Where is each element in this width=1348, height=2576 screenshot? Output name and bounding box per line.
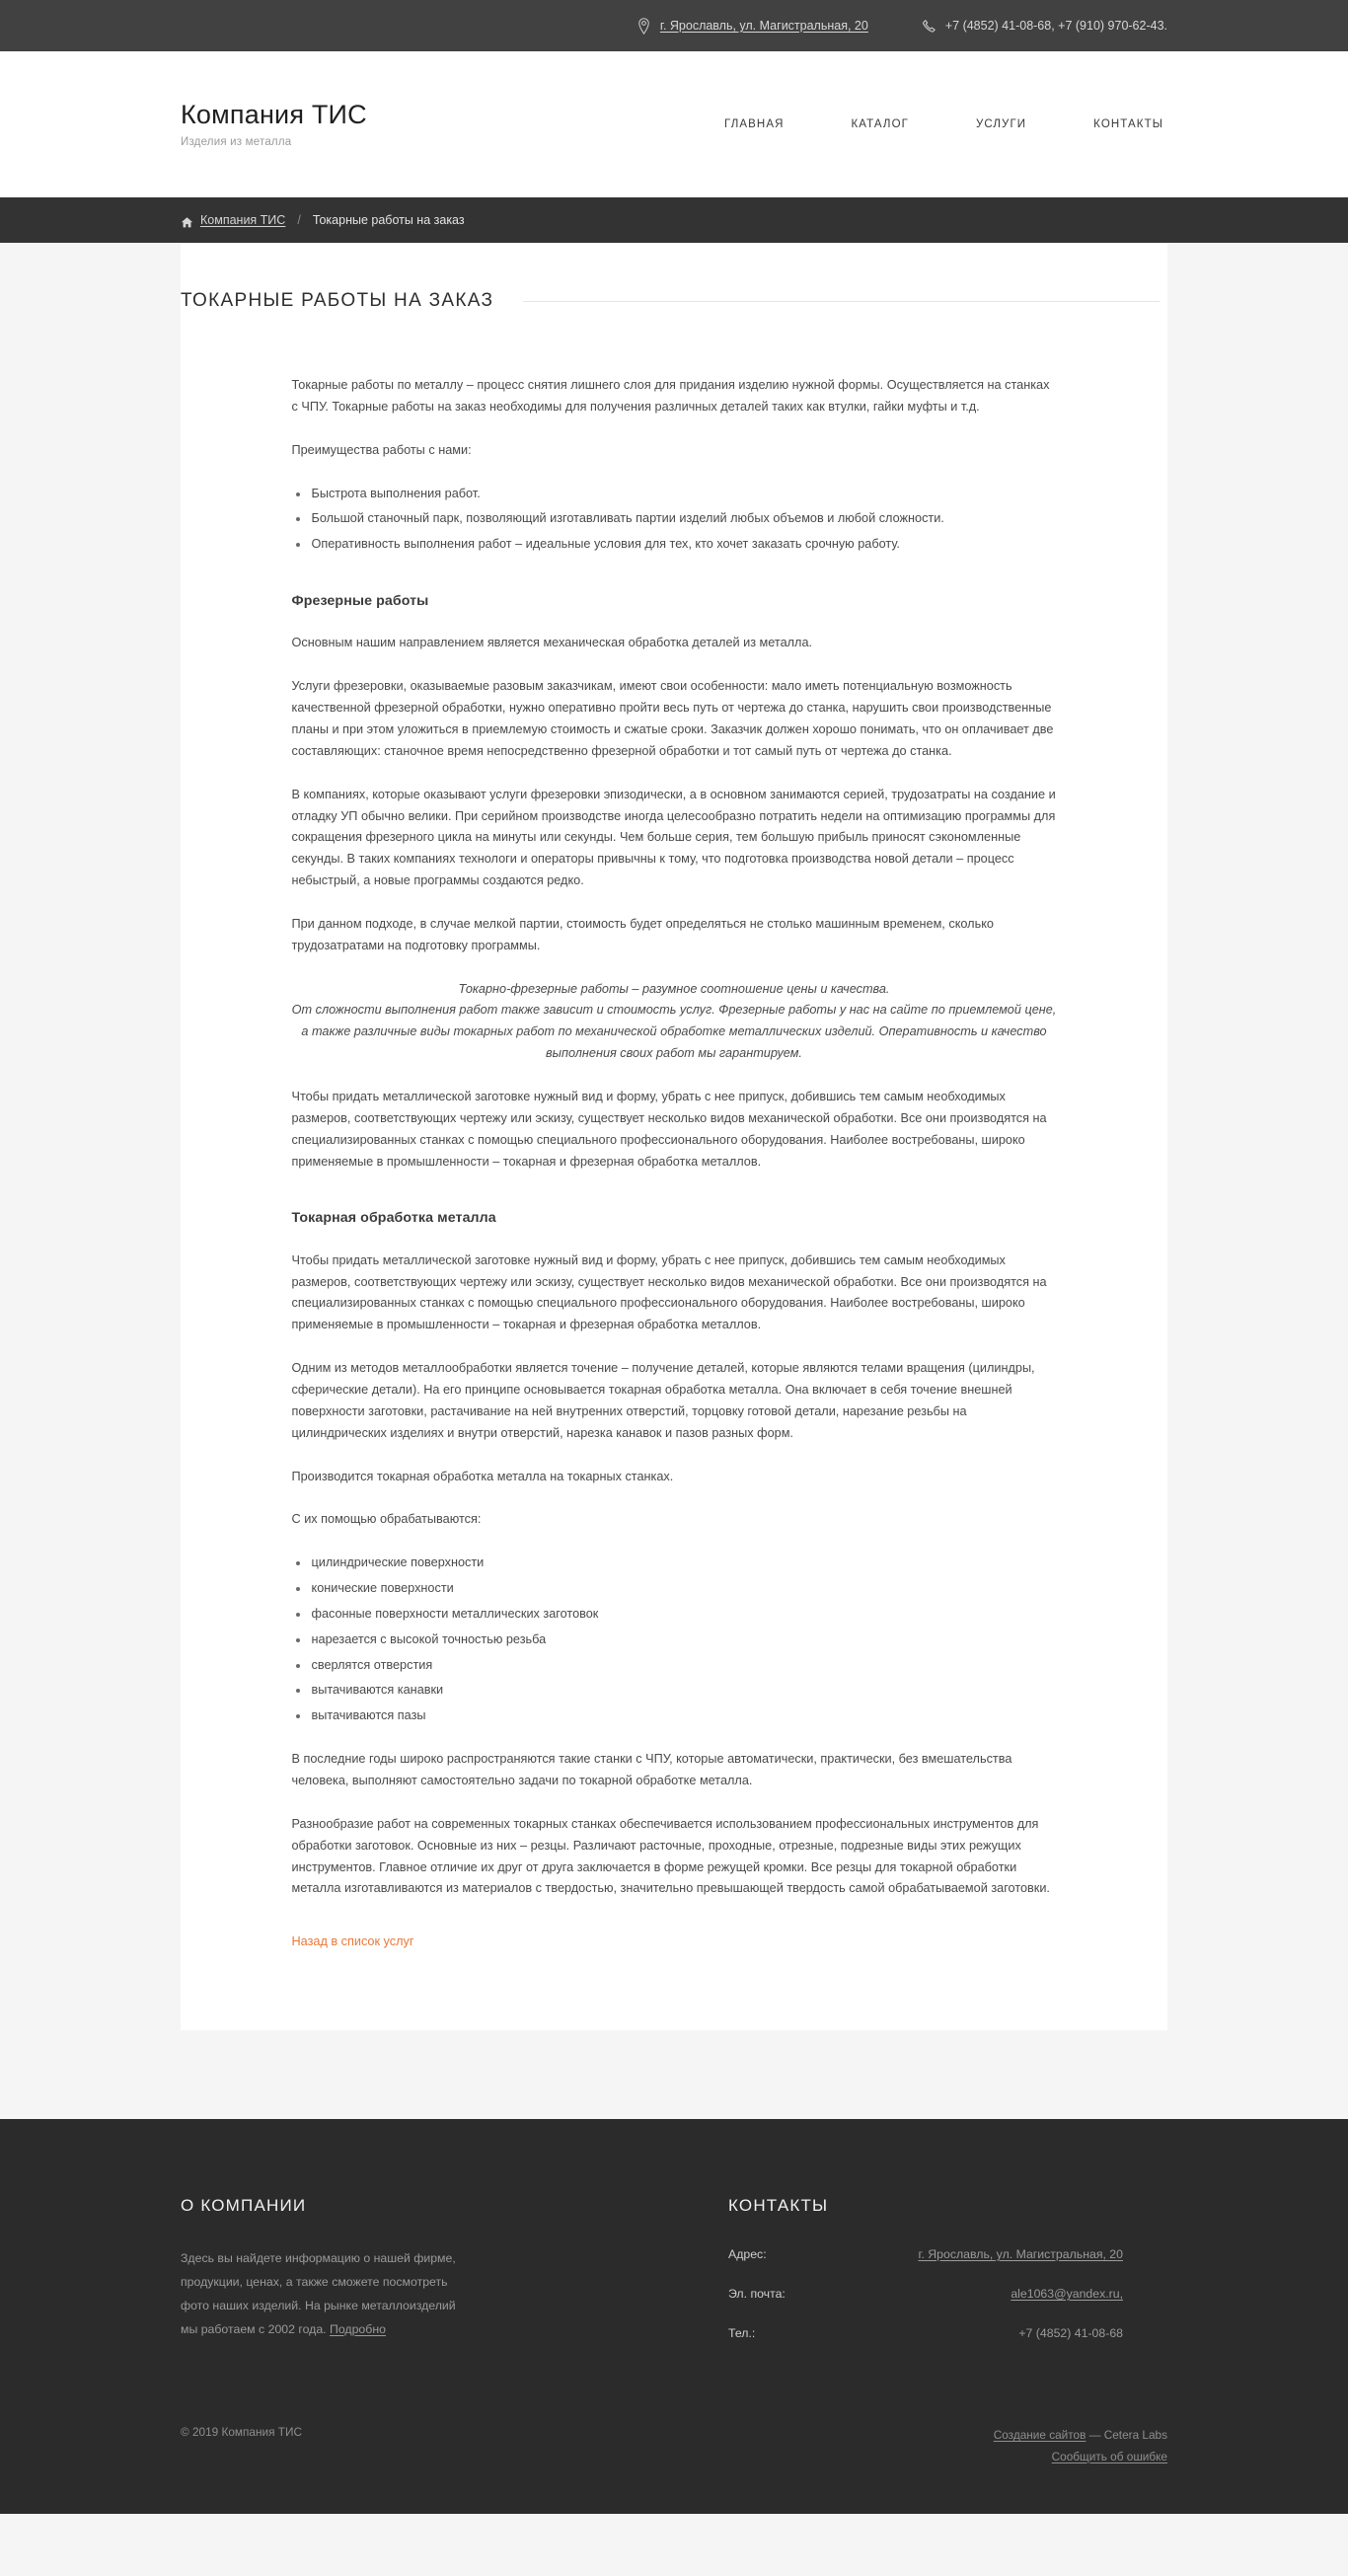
section-heading-milling: Фрезерные работы — [291, 593, 429, 610]
report-error-line — [994, 2447, 1167, 2468]
paragraph-cnc: В последние годы широко распространяются такие станки с ЧПУ, которые автоматически, практически, без вмешательства человека, выполняют самостоятельно задачи по токарной обработке металла. — [291, 1752, 1012, 1787]
section-heading-turning: Токарная обработка металла — [291, 1210, 496, 1227]
nav-item-services[interactable]: УСЛУГИ — [975, 118, 1027, 130]
list-item: сверлятся отверстия — [292, 1655, 1057, 1677]
back-to-services-link[interactable]: Назад в список услуг — [291, 1934, 414, 1949]
contact-address-link[interactable]: г. Ярославль, ул. Магистральная, 20 — [918, 2247, 1123, 2262]
copyright-bar — [0, 2342, 1348, 2514]
paragraph-intro: Токарные работы по металлу – процесс снятия лишнего слоя для придания изделию нужной формы. Осуществляется на станках с ЧПУ. Токарные работы на заказ необходимы для получения различных деталей таких как втулки, гайки муфты и т.д. — [291, 378, 1050, 414]
page-title: ТОКАРНЫЕ РАБОТЫ НА ЗАКАЗ — [181, 290, 494, 311]
quote-line-2: От сложности выполнения работ также зависит и стоимость услуг. Фрезерные работы у нас на сайте по приемлемой цене, а также различные виды токарных работ по механической обработке металлических изделий. Оперативность и качество выполнения своих работ мы гарантируем. — [291, 1003, 1057, 1061]
benefits-list — [292, 484, 1057, 557]
footer-contacts-heading: КОНТАКТЫ — [728, 2196, 829, 2216]
topbar-address[interactable] — [637, 18, 868, 35]
paragraph-milling-1: Основным нашим направлением является механическая обработка деталей из металла. — [291, 636, 813, 650]
nav-item-catalog[interactable]: КАТАЛОГ — [851, 118, 909, 130]
footer-about-heading: О КОМПАНИИ — [181, 2196, 307, 2216]
topbar-phone[interactable] — [922, 18, 1167, 35]
main-navigation — [691, 118, 1167, 130]
title-divider — [523, 301, 1160, 302]
contact-label-phone: Тел.: — [728, 2326, 756, 2341]
site-footer — [0, 2119, 1348, 2514]
footer-contacts-column — [674, 2196, 1167, 2342]
paragraph-benefits-lead: Преимущества работы с нами: — [291, 442, 472, 457]
paragraph-turning-3: Производится токарная обработка металла на токарных станках. — [291, 1469, 674, 1483]
credit-agency: — Cetera Labs — [1086, 2427, 1167, 2442]
list-item: вытачиваются канавки — [292, 1680, 1057, 1702]
paragraph-operations-lead: С их помощью обрабатываются: — [291, 1512, 482, 1527]
footer-contacts-table — [728, 2247, 1123, 2340]
page-title-row — [181, 290, 1167, 312]
contact-email-link[interactable]: ale1063@yandex.ru, — [1011, 2287, 1123, 2302]
contact-value-address — [839, 2247, 1123, 2261]
article-sheet — [181, 243, 1167, 2030]
map-pin-icon — [637, 18, 651, 35]
list-item: Быстрота выполнения работ. — [292, 484, 1057, 505]
contact-value-email — [839, 2287, 1123, 2301]
highlight-quote — [292, 979, 1057, 1065]
list-item: фасонные поверхности металлических заготовок — [292, 1604, 1057, 1626]
report-error-link[interactable]: Сообщить об ошибке — [1051, 2449, 1167, 2463]
site-header — [0, 51, 1348, 197]
list-item: Большой станочный парк, позволяющий изготавливать партии изделий любых объемов и любой сложности. — [292, 508, 1057, 530]
contact-label-address: Адрес: — [728, 2247, 767, 2262]
home-icon — [181, 216, 193, 229]
contact-value-phone: +7 (4852) 41-08-68 — [1018, 2326, 1123, 2341]
breadcrumb-separator: / — [297, 213, 301, 227]
brand-logo[interactable] — [181, 101, 367, 149]
paragraph-milling-2: Услуги фрезеровки, оказываемые разовым заказчикам, имеют свои особенности: мало иметь потенциальную возможность качественной фрезерной обработки, нужно оперативно пройти весь путь от чертежа до станка, нарушить свои производственные планы и при этом уложиться в приемлемую стоимость и сжатые сроки. Заказчик должен хорошо понимать, что он оплачивает две составляющих: станочное время непосредственно фрезерной обработки и тот самый путь от чертежа до станка. — [291, 679, 1054, 758]
footer-about-text: Здесь вы найдете информацию о нашей фирме, продукции, ценах, а также сможете посмотреть фото наших изделий. На рынке металлоизделий мы работаем с 2002 года. — [181, 2251, 456, 2336]
site-creation-link[interactable]: Создание сайтов — [993, 2427, 1086, 2442]
page-content — [0, 243, 1348, 2119]
contact-row-address — [728, 2247, 1123, 2261]
brand-subtitle: Изделия из металла — [181, 136, 292, 149]
list-item: нарезается с высокой точностью резьба — [292, 1629, 1057, 1651]
footer-about-more-link[interactable]: Подробно — [330, 2321, 386, 2336]
brand-title: Компания ТИС — [181, 99, 367, 129]
contact-row-phone — [728, 2326, 1123, 2340]
breadcrumb-home-link[interactable]: Компания ТИС — [200, 213, 286, 227]
list-item: вытачиваются пазы — [292, 1705, 1057, 1727]
breadcrumb-current: Токарные работы на заказ — [312, 213, 465, 227]
topbar-address-text[interactable]: г. Ярославль, ул. Магистральная, 20 — [659, 19, 868, 33]
quote-line-1: Токарно-фрезерные работы – разумное соотношение цены и качества. — [458, 981, 890, 996]
nav-item-contacts[interactable]: КОНТАКТЫ — [1093, 118, 1163, 130]
paragraph-milling-4: При данном подходе, в случае мелкой партии, стоимость будет определяться не столько машинным временем, сколько трудозатратами на подготовку программы. — [291, 916, 994, 952]
article-body — [292, 375, 1057, 1953]
copyright-text: © 2019 Компания ТИС — [181, 2424, 302, 2439]
paragraph-tools: Разнообразие работ на современных токарных станках обеспечивается использованием профессиональных инструментов для обработки заготовок. Основные из них – резцы. Различают расточные, проходные, отрезные, подрезные виды этих режущих инструментов. Главное отличие их друг от друга заключается в форме режущей кромки. Все резцы для токарной обработки металла изготавливаются из материалов с твердостью, значительно превышающей твердость самой обрабатываемой заготовки. — [291, 1816, 1050, 1896]
paragraph-turning-1: Чтобы придать металлической заготовке нужный вид и форму, убрать с нее припуск, добившись тем самым необходимых размеров, соответствующих чертежу или эскизу, существует несколько видов механической обработки. Все они производятся на специализированных станках с помощью специального профессионального оборудования. Наиболее востребованы, широко применяемые в промышленности – токарная и фрезерная обработка металлов. — [291, 1252, 1047, 1332]
credit-line — [994, 2425, 1167, 2447]
paragraph-milling-3: В компаниях, которые оказывают услуги фрезеровки эпизодически, а в основном занимаются серией, трудозатраты на создание и отладку УП обычно велики. При серийном производстве иногда целесообразно потратить недели на оптимизацию программы для сокращения фрезерного цикла на минуты или секунды. Чем больше серия, тем большую прибыль приносят сэкономленные секунды. В таких компаниях технологи и операторы привычны к тому, что подготовка производства новой детали – процесс небыстрый, а новые программы создаются редко. — [291, 787, 1056, 888]
contact-label-email: Эл. почта: — [728, 2287, 786, 2302]
list-item: Оперативность выполнения работ – идеальные условия для тех, кто хочет заказать срочную работу. — [292, 534, 1057, 556]
footer-about-column — [181, 2196, 674, 2342]
top-contact-bar — [0, 0, 1348, 51]
phone-icon — [922, 18, 936, 35]
footer-credits — [994, 2425, 1167, 2468]
operations-list — [292, 1553, 1057, 1727]
list-item: конические поверхности — [292, 1578, 1057, 1600]
contact-row-email — [728, 2287, 1123, 2301]
breadcrumb-bar — [0, 197, 1348, 243]
list-item: цилиндрические поверхности — [292, 1553, 1057, 1574]
paragraph-turning-2: Одним из методов металлообработки является точение – получение деталей, которые являются телами вращения (цилиндры, сферические детали). На его принципе основывается токарная обработка металла. Она включает в себя точение внешней поверхности заготовки, растачивание на ней внутренних отверстий, торцовку готовой детали, нарезание резьбы на цилиндрических изделиях и внутри отверстий, нарезка канавок и пазов разных форм. — [291, 1361, 1035, 1440]
paragraph-processing: Чтобы придать металлической заготовке нужный вид и форму, убрать с нее припуск, добившись тем самым необходимых размеров, соответствующих чертежу или эскизу, существует несколько видов механической обработки. Все они производятся на специализированных станках с помощью специального профессионального оборудования. Наиболее востребованы, широко применяемые в промышленности – токарная и фрезерная обработка металлов. — [291, 1089, 1047, 1169]
footer-about-text-block — [181, 2247, 459, 2342]
topbar-phone-text[interactable]: +7 (4852) 41-08-68, +7 (910) 970-62-43. — [944, 19, 1167, 33]
nav-item-home[interactable]: ГЛАВНАЯ — [724, 118, 785, 130]
